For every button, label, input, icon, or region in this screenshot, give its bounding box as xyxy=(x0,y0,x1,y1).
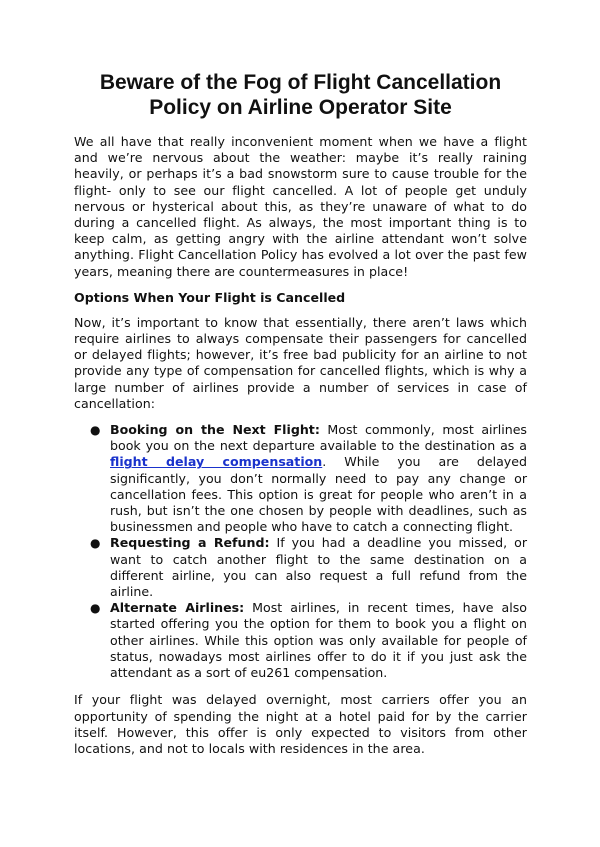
options-list xyxy=(74,422,527,681)
list-item-alternate-airlines xyxy=(74,600,527,681)
section-paragraph: Now, it’s important to know that essentially, there aren’t laws which require airlines to always compensate their passengers for cancelled or delayed flights; however, it’s free bad publicity for an airline to not provide any type of compensation for cancelled flights, which is why a large number of airlines provide a number of services in case of cancellation: xyxy=(74,314,527,411)
flight-delay-compensation-link[interactable]: flight delay compensation xyxy=(110,454,323,470)
bullet-label: Alternate Airlines: xyxy=(110,600,245,616)
section-heading: Options When Your Flight is Cancelled xyxy=(74,289,346,305)
bullet-text: Most commonly, most airlines book you on the next departure available to the destination as a xyxy=(110,422,527,454)
page-title: Beware of the Fog of Flight Cancellation Policy on Airline Operator Site xyxy=(99,71,502,119)
bullet-label: Booking on the Next Flight: xyxy=(110,422,320,438)
bullet-text: . While you are delayed significantly, you don’t normally need to pay any change or cancellation fees. This option is great for people who aren’t in a rush, but isn’t the one chosen by people with deadlines, such as businessmen and people who have to catch a connecting flight. xyxy=(110,454,527,535)
document-page xyxy=(74,70,527,767)
bullet-icon: ● xyxy=(90,423,101,438)
list-item-next-flight xyxy=(74,422,527,535)
intro-paragraph: We all have that really inconvenient moment when we have a flight and we’re nervous about the weather: maybe it’s really raining heavily, or perhaps it’s a bad snowstorm sure to cause trouble for the flight- only to see our flight cancelled. A lot of people get unduly nervous or hysterical about this, as they’re unaware of what to do during a cancelled flight. As always, the most important thing is to keep calm, as getting angry with the airline attendant won’t solve anything. Flight Cancellation Policy has evolved a lot over the past few years, meaning there are countermeasures in place! xyxy=(74,134,527,279)
closing-paragraph: If your flight was delayed overnight, most carriers offer you an opportunity of spending the night at a hotel paid for by the carrier itself. However, this offer is only expected to visitors from other locations, and not to locals with residences in the area. xyxy=(74,692,527,756)
list-item-refund xyxy=(74,535,527,600)
bullet-icon: ● xyxy=(90,536,101,551)
bullet-icon: ● xyxy=(90,601,101,616)
bullet-text: If you had a deadline you missed, or want to catch another flight to the same destination on a different airline, you can also request a full refund from the airline. xyxy=(110,535,528,600)
bullet-label: Requesting a Refund: xyxy=(110,535,270,551)
bullet-text: Most airlines, in recent times, have also started offering you the option for them to book you a flight on other airlines. While this option was only available for people of status, nowadays most airlines offer to do it if you just ask the attendant as a sort of eu261 compensation. xyxy=(110,600,527,681)
